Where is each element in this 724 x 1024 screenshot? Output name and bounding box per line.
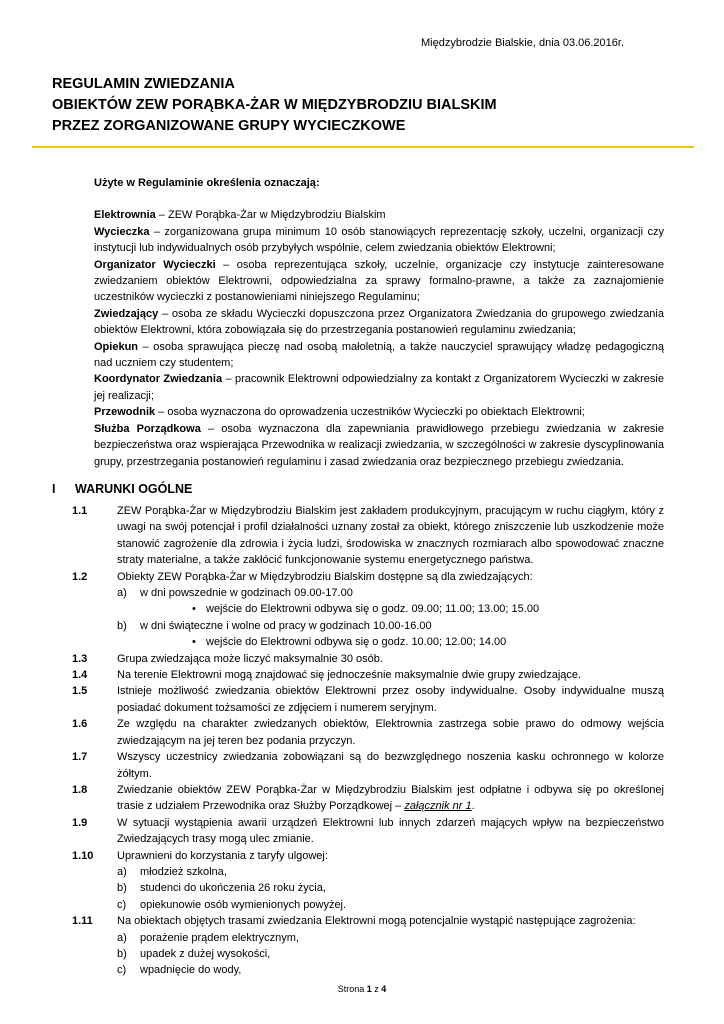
bullet-item: • wejście do Elektrowni odbywa się o godz. 09.00; 11.00; 13.00; 15.00 xyxy=(117,601,664,617)
rule-number: 1.4 xyxy=(72,669,88,682)
definition-item xyxy=(94,404,664,420)
rule-item xyxy=(72,749,664,782)
sub-item xyxy=(117,897,664,913)
attachment-link[interactable]: załącznik nr 1 xyxy=(404,800,472,813)
definition-item xyxy=(94,306,664,339)
rule-number: 1.2 xyxy=(72,570,88,583)
definition-term: Zwiedzający xyxy=(94,307,159,320)
definition-term: Wycieczka xyxy=(94,225,150,238)
definition-text: – osoba ze składu Wycieczki dopuszczona przez Organizatora Zwiedzania do grupowego zwiedzania obiektów Elektrowni, która zobowiązała się do przestrzegania postanowień regulaminu zwiedzania; xyxy=(94,307,664,337)
rule-item xyxy=(72,913,664,979)
footer-total: 4 xyxy=(381,984,387,994)
sub-item xyxy=(117,880,664,896)
rule-number: 1.7 xyxy=(72,751,88,764)
rule-text: Na terenie Elektrowni mogą znajdować się jednocześnie maksymalnie dwie grupy zwiedzające. xyxy=(117,669,582,682)
sub-item xyxy=(117,946,664,962)
document-title xyxy=(52,74,497,137)
definition-item xyxy=(94,207,664,223)
definition-term: Organizator Wycieczki xyxy=(94,258,216,271)
definition-text: – pracownik Elektrowni odpowiedzialny za kontakt z Organizatorem Wycieczki w zakresie jej realizacji; xyxy=(94,373,664,402)
rule-number: 1.10 xyxy=(72,849,94,862)
rule-item xyxy=(72,503,664,569)
footer-label: Strona xyxy=(337,984,365,994)
rule-text: Wszyscy uczestnicy zwiedzania zobowiązani są do bezwzględnego noszenia kasku ochronnego w kolorze żółtym. xyxy=(117,751,664,780)
sub-letter: b) xyxy=(117,947,127,960)
title-line-1: REGULAMIN ZWIEDZANIA xyxy=(52,76,235,92)
definition-term: Przewodnik xyxy=(94,406,156,419)
footer-sep: z xyxy=(374,984,379,994)
rule-item xyxy=(72,848,664,914)
section-number: I xyxy=(52,482,56,496)
definition-text: – osoba wyznaczona do oprowadzenia uczestników Wycieczki po obiektach Elektrowni; xyxy=(155,406,585,419)
sub-letter: c) xyxy=(117,964,127,977)
sub-item xyxy=(117,864,664,880)
rule-text: Na obiektach objętych trasami zwiedzania Elektrowni mogą potencjalnie wystąpić następujące zagrożenia: xyxy=(117,915,636,928)
rule-number: 1.6 xyxy=(72,718,88,731)
section-title: WARUNKI OGÓLNE xyxy=(75,482,193,496)
definition-text: – zorganizowana grupa minimum 10 osób stanowiących reprezentację szkoły, uczelni, organizacji czy instytucji lub indywidualnych osób przybyłych wspólnie, celem zwiedzania obiektów Elektrowni; xyxy=(94,225,664,255)
rule-text: Zwiedzanie obiektów ZEW Porąbka-Żar w Międzybrodziu Bialskim jest odpłatne i odbywa się po określonej trasie z udziałem Przewodnika oraz Służby Porządkowej – xyxy=(117,783,664,813)
rule-number: 1.5 xyxy=(72,685,88,698)
rule-number: 1.1 xyxy=(72,505,88,517)
definition-item xyxy=(94,421,664,470)
sub-text: wpadnięcie do wody, xyxy=(140,964,242,977)
rule-text: W sytuacji wystąpienia awarii urządzeń Elektrowni lub innych zdarzeń mających wpływ na bezpieczeństwo Zwiedzających trasy mogą ulec zmianie. xyxy=(117,816,664,846)
sub-letter: b) xyxy=(117,619,127,632)
rule-item xyxy=(72,569,664,651)
rule-number: 1.3 xyxy=(72,652,88,665)
rule-text-end: . xyxy=(471,800,475,813)
section-heading xyxy=(52,482,192,496)
sub-letter: a) xyxy=(117,587,127,600)
rule-item xyxy=(72,651,664,667)
rule-item xyxy=(72,782,664,815)
rule-text: Uprawnieni do korzystania z taryfy ulgowej: xyxy=(117,849,328,862)
definition-term: Służba Porządkowa xyxy=(94,422,201,435)
definition-item xyxy=(94,257,664,306)
definitions-intro: Użyte w Regulaminie określenia oznaczają: xyxy=(94,177,320,189)
page-footer xyxy=(0,984,724,994)
sub-letter: b) xyxy=(117,882,127,895)
sub-text: młodzież szkolna, xyxy=(140,865,227,878)
rule-text: Ze względu na charakter zwiedzanych obiektów, Elektrownia zastrzega sobie prawo do odmowy wejścia zwiedzającym na jej teren bez podania przyczyn. xyxy=(117,718,664,747)
sub-item xyxy=(117,930,664,946)
definition-text: – osoba reprezentująca szkoły, uczelnie, organizacje czy instytucje zainteresowane zwiedzaniem obiektów Elektrowni, odpowiedzialna za sprawy formalno-prawne, a także za zaznajomienie uczestników wycieczki z postanowieniami niniejszego Regulaminu; xyxy=(94,258,664,304)
definition-item xyxy=(94,371,664,404)
rule-text: Istnieje możliwość zwiedzania obiektów Elektrowni przez osoby indywidualne. Osoby indywidualne muszą posiadać dokument tożsamości ze zdjęciem i numerem seryjnym. xyxy=(117,685,664,714)
rule-item xyxy=(72,683,664,716)
rule-item xyxy=(72,716,664,749)
definition-item xyxy=(94,339,664,372)
rule-text: Grupa zwiedzająca może liczyć maksymalnie 30 osób. xyxy=(117,652,383,665)
sub-item xyxy=(117,618,664,634)
sub-item xyxy=(117,585,664,601)
title-line-2: OBIEKTÓW ZEW PORĄBKA-ŻAR W MIĘDZYBRODZIU BIALSKIM xyxy=(52,97,497,113)
sub-letter: a) xyxy=(117,865,127,878)
bullet-item: • wejście do Elektrowni odbywa się o godz. 10.00; 12.00; 14.00 xyxy=(117,634,664,650)
rule-number: 1.11 xyxy=(72,915,93,928)
header-divider xyxy=(32,146,694,148)
definition-text: – osoba sprawująca pieczę nad osobą małoletnią, a także nauczyciel sprawujący władzę pedagogiczną nad uczniem czy studentem; xyxy=(94,340,664,370)
definition-text: – osoba wyznaczona dla zapewniania prawidłowego przebiegu zwiedzania w zakresie bezpieczeństwa oraz wspierająca Przewodnika w realizacji zwiedzania, w szczególności w zakresie dyscyplinowania grupy, przestrzegania postanowień regulaminu i zasad zwiedzania oraz bezpiecznego przebiegu zwiedzania. xyxy=(94,422,664,468)
sub-text: upadek z dużej wysokości, xyxy=(140,947,271,960)
definition-term: Opiekun xyxy=(94,340,139,353)
rule-number: 1.8 xyxy=(72,783,88,796)
rule-item xyxy=(72,667,664,683)
rule-text: Obiekty ZEW Porąbka-Żar w Międzybrodziu Bialskim dostępne są dla zwiedzających: xyxy=(117,570,533,583)
footer-page: 1 xyxy=(366,984,372,994)
date-line: Międzybrodzie Bialskie, dnia 03.06.2016r. xyxy=(420,37,624,49)
definition-term: Elektrownia xyxy=(94,209,156,222)
definition-item xyxy=(94,224,664,257)
sub-text: w dni powszednie w godzinach 09.00-17.00 xyxy=(140,587,353,600)
sub-letter: c) xyxy=(117,898,127,911)
rule-number: 1.9 xyxy=(72,816,88,829)
sub-text: w dni świąteczne i wolne od pracy w godzinach 10.00-16.00 xyxy=(140,619,432,632)
definition-text: – ZEW Porąbka-Żar w Międzybrodziu Bialskim xyxy=(155,209,386,222)
rules-list xyxy=(72,503,664,979)
definition-term: Koordynator Zwiedzania xyxy=(94,373,223,386)
definitions xyxy=(94,175,664,470)
sub-text: opiekunowie osób wymienionych powyżej. xyxy=(140,898,347,911)
sub-item xyxy=(117,962,664,978)
sub-text: studenci do ukończenia 26 roku życia, xyxy=(140,882,326,895)
title-line-3: PRZEZ ZORGANIZOWANE GRUPY WYCIECZKOWE xyxy=(52,118,406,134)
rule-item xyxy=(72,815,664,848)
rule-text: ZEW Porąbka-Żar w Międzybrodziu Bialskim jest zakładem produkcyjnym, pracującym w ruchu ciągłym, który z uwagi na swój potencjał i profil działalności uznany został za obiekt, którego zniszczenie lub uszkodzenie może stanowić zagrożenie dla zdrowia i życia ludzi, środowiska w znacznych rozmiarach albo spowodować znaczne straty materialne, a także zakłócić funkcjonowanie systemu energetycznego państwa. xyxy=(117,505,664,567)
sub-letter: a) xyxy=(117,931,127,944)
sub-text: porażenie prądem elektrycznym, xyxy=(140,931,299,944)
